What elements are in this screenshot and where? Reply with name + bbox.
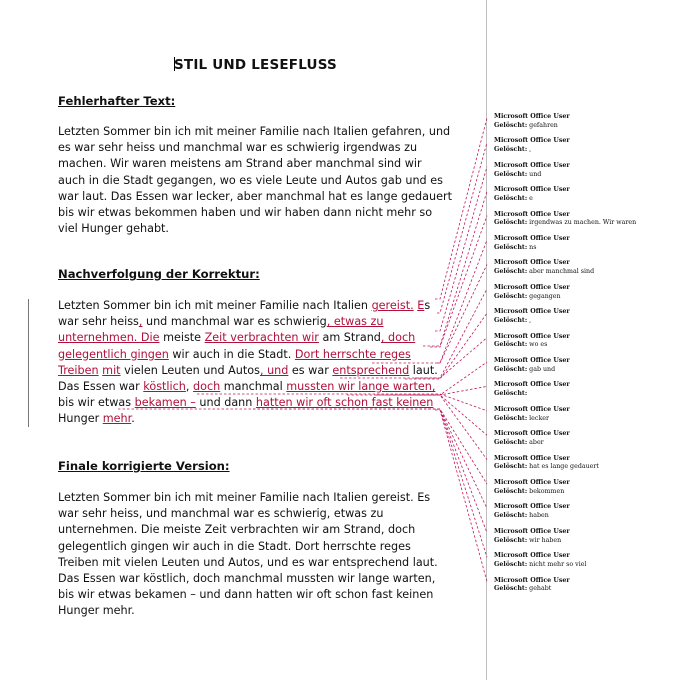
deleted-text: gefahren (527, 121, 558, 129)
text-line: viel Hunger gehabt. (58, 222, 169, 236)
balloon-content (494, 317, 674, 326)
balloon-content (494, 488, 674, 497)
document-title (174, 57, 337, 73)
deleted-label: Gelöscht: (494, 560, 528, 568)
deleted-label: Gelöscht: (494, 146, 528, 154)
balloon-author: Microsoft Office User (494, 454, 570, 462)
deleted-text: irgendwas zu machen. Wir waren (527, 219, 637, 227)
balloon-author: Microsoft Office User (494, 210, 570, 218)
text-run: bis wir etwas (58, 396, 135, 410)
balloon-content (494, 415, 674, 424)
revision-balloon[interactable] (494, 357, 674, 374)
faulty-text-paragraph (58, 124, 452, 237)
change-bar (28, 299, 29, 427)
deleted-label: Gelöscht: (494, 390, 528, 398)
revision-balloon[interactable] (494, 430, 674, 447)
revision-balloon[interactable] (494, 284, 674, 301)
text-line: auch in die Stadt gegangen, wo es viele Leute und Autos gab und es (58, 173, 443, 187)
balloon-author: Microsoft Office User (494, 186, 570, 194)
revision-balloon[interactable] (494, 503, 674, 520)
revision-balloon[interactable] (494, 528, 674, 545)
text-run: Das Essen war (58, 380, 144, 394)
tracked-line (58, 347, 438, 363)
deleted-text: haben (527, 512, 549, 520)
balloon-author: Microsoft Office User (494, 503, 570, 511)
balloon-content (494, 219, 674, 228)
balloon-author: Microsoft Office User (494, 283, 570, 291)
deleted-label: Gelöscht: (494, 292, 528, 300)
balloon-content (494, 537, 674, 546)
deleted-label: Gelöscht: (494, 438, 528, 446)
text-run: am Strand (318, 331, 381, 345)
revision-balloon[interactable] (494, 113, 674, 130)
leader-line (435, 410, 487, 582)
text-run: . (131, 412, 135, 426)
deleted-label: Gelöscht: (494, 316, 528, 324)
balloon-content (494, 463, 674, 472)
inserted-text: , und (259, 363, 289, 377)
text-run: und dann (195, 396, 256, 410)
balloon-content (494, 512, 674, 521)
balloon-content (494, 366, 674, 375)
balloon-content (494, 585, 674, 594)
inserted-text: hatten wir oft schon fast keinen (255, 396, 434, 410)
balloon-content (494, 293, 674, 302)
deleted-label: Gelöscht: (494, 365, 528, 373)
revision-balloon[interactable] (494, 333, 674, 350)
balloon-author: Microsoft Office User (494, 137, 570, 145)
balloon-content (494, 439, 674, 448)
deleted-text: aber manchmal sind (527, 268, 595, 276)
tracked-line (58, 314, 438, 330)
inserted-text: mehr (102, 412, 132, 426)
inserted-text: , etwas zu (326, 315, 384, 329)
revision-balloon[interactable] (494, 137, 674, 154)
balloon-content (494, 341, 674, 350)
inserted-text: mussten wir lange warten, (286, 380, 436, 394)
deleted-label: Gelöscht: (494, 121, 528, 129)
revision-balloon[interactable] (494, 552, 674, 569)
text-line: Letzten Sommer bin ich mit meiner Familie nach Italien gefahren, und (58, 125, 451, 138)
text-line: gelegentlich gingen wir auch in die Stadt. Dort herrschte reges (58, 539, 411, 553)
text-line: machen. Wir waren meistens am Strand aber manchmal sind wir (58, 157, 422, 171)
text-line: Hunger mehr. (58, 604, 135, 618)
text-line: Treiben mit vielen Leuten und Autos, und es war entsprechend laut. (58, 555, 438, 569)
text-run: meiste (159, 331, 205, 345)
text-line: bis wir etwas bekommen haben und wir haben dann nicht mehr so (58, 206, 433, 220)
text-line: war laut. Das Essen war lecker, aber manchmal hat es lange gedauert (58, 189, 452, 203)
deleted-label: Gelöscht: (494, 585, 528, 593)
deleted-label: Gelöscht: (494, 341, 528, 349)
inserted-text: Dort herrschte reges (294, 347, 411, 361)
deleted-text: lecker (527, 414, 549, 422)
revision-balloon[interactable] (494, 308, 674, 325)
final-version-paragraph (58, 490, 438, 620)
revision-balloon[interactable] (494, 235, 674, 252)
deleted-label: Gelöscht: (494, 194, 528, 202)
balloon-content (494, 390, 674, 399)
balloon-content (494, 268, 674, 277)
text-run: war sehr heiss (58, 315, 139, 329)
text-line: es war sehr heiss und manchmal war es schwierig irgendwas zu (58, 141, 418, 155)
leader-line (437, 240, 487, 363)
balloon-content (494, 195, 674, 204)
inserted-text: bekamen – (134, 396, 196, 410)
balloon-author: Microsoft Office User (494, 113, 570, 120)
heading-final-version: Finale korrigierte Version: (58, 459, 230, 473)
tracked-line (58, 395, 438, 411)
deleted-text: , (527, 316, 532, 324)
markup-pane (486, 0, 680, 680)
inserted-text: unternehmen. Die (58, 331, 160, 345)
deleted-text: , (527, 146, 532, 154)
document-title-text: STIL UND LESEFLUSS (174, 57, 337, 73)
text-line: war sehr heiss, und manchmal war es schwierig, etwas zu (58, 507, 384, 521)
balloon-content (494, 146, 674, 155)
revision-balloon[interactable] (494, 577, 674, 594)
deleted-text: e (527, 194, 533, 202)
heading-faulty-text: Fehlerhafter Text: (58, 94, 176, 108)
text-run: , (185, 380, 194, 394)
tracked-changes-paragraph (58, 298, 438, 428)
deleted-text: aber (527, 438, 544, 446)
inserted-text: Zeit verbrachten wir (204, 331, 319, 345)
balloon-author: Microsoft Office User (494, 235, 570, 242)
deleted-text: gehabt (527, 585, 552, 593)
deleted-label: Gelöscht: (494, 414, 528, 422)
inserted-text: gereist. (371, 299, 414, 312)
text-run: Hunger (58, 412, 103, 426)
revision-balloon[interactable] (494, 259, 674, 276)
balloon-author: Microsoft Office User (494, 576, 570, 584)
deleted-text: wir haben (527, 536, 562, 544)
deleted-label: Gelöscht: (494, 170, 528, 178)
inserted-text: Treiben (58, 363, 99, 377)
text-line: unternehmen. Die meiste Zeit verbrachten wir am Strand, doch (58, 523, 416, 537)
tracked-line (58, 298, 438, 314)
inserted-text: E (417, 299, 425, 312)
tracked-line (58, 363, 438, 379)
text-run: laut. (409, 363, 438, 377)
balloon-author: Microsoft Office User (494, 259, 570, 267)
text-run: Letzten Sommer bin ich mit meiner Familie nach Italien (58, 299, 372, 312)
balloon-author: Microsoft Office User (494, 405, 570, 413)
inserted-text: entsprechend (332, 363, 410, 377)
revision-balloon[interactable] (494, 406, 674, 423)
revision-balloon[interactable] (494, 455, 674, 472)
revision-balloon[interactable] (494, 381, 674, 398)
text-line: Letzten Sommer bin ich mit meiner Familie nach Italien gereist. Es (58, 491, 431, 504)
balloon-author: Microsoft Office User (494, 479, 570, 486)
text-line: Das Essen war köstlich, doch manchmal mussten wir lange warten, (58, 572, 436, 586)
balloon-content (494, 561, 674, 570)
deleted-text: und (527, 170, 542, 178)
text-run: wir auch in die Stadt. (168, 347, 295, 361)
tracked-line (58, 379, 438, 395)
inserted-text: gelegentlich gingen (58, 347, 169, 361)
deleted-text: hat es lange gedauert (527, 463, 599, 471)
balloon-author: Microsoft Office User (494, 308, 570, 316)
text-line: bis wir etwas bekamen – und dann hatten wir oft schon fast keinen (58, 588, 434, 602)
revision-balloon[interactable] (494, 162, 674, 179)
deleted-text: bekommen (527, 487, 565, 495)
deleted-label: Gelöscht: (494, 268, 528, 276)
tracked-line (58, 330, 438, 346)
text-run: es war (288, 363, 333, 377)
balloon-author: Microsoft Office User (494, 332, 570, 340)
tracked-line (58, 411, 438, 427)
balloon-author: Microsoft Office User (494, 527, 570, 535)
inserted-text: doch (193, 380, 221, 394)
heading-tracked-changes: Nachverfolgung der Korrektur: (58, 267, 260, 281)
deleted-text: ns (527, 243, 537, 251)
text-run: s (424, 299, 431, 312)
deleted-text: wo es (527, 341, 548, 349)
balloon-author: Microsoft Office User (494, 161, 570, 169)
inserted-text: mit (102, 363, 121, 377)
revision-balloon[interactable] (494, 211, 674, 228)
balloon-content (494, 171, 674, 180)
revision-balloon[interactable] (494, 479, 674, 496)
deleted-text: gegangen (527, 292, 561, 300)
deleted-label: Gelöscht: (494, 512, 528, 520)
deleted-label: Gelöscht: (494, 487, 528, 495)
text-run: manchmal (220, 380, 287, 394)
deleted-label: Gelöscht: (494, 463, 528, 471)
balloon-author: Microsoft Office User (494, 381, 570, 389)
revision-balloon[interactable] (494, 186, 674, 203)
deleted-label: Gelöscht: (494, 243, 528, 251)
balloon-content (494, 244, 674, 253)
deleted-text: gab und (527, 365, 556, 373)
text-run: und manchmal war es schwierig (142, 315, 327, 329)
text-run: vielen Leuten und Autos (120, 363, 260, 377)
balloon-author: Microsoft Office User (494, 357, 570, 364)
deleted-text: nicht mehr so viel (527, 560, 587, 568)
balloon-author: Microsoft Office User (494, 552, 570, 560)
balloon-author: Microsoft Office User (494, 430, 570, 438)
inserted-text: , doch (380, 331, 416, 345)
inserted-text: köstlich (143, 380, 186, 394)
inserted-text: , (138, 315, 143, 329)
deleted-label: Gelöscht: (494, 219, 528, 227)
balloon-content (494, 122, 674, 131)
deleted-label: Gelöscht: (494, 536, 528, 544)
